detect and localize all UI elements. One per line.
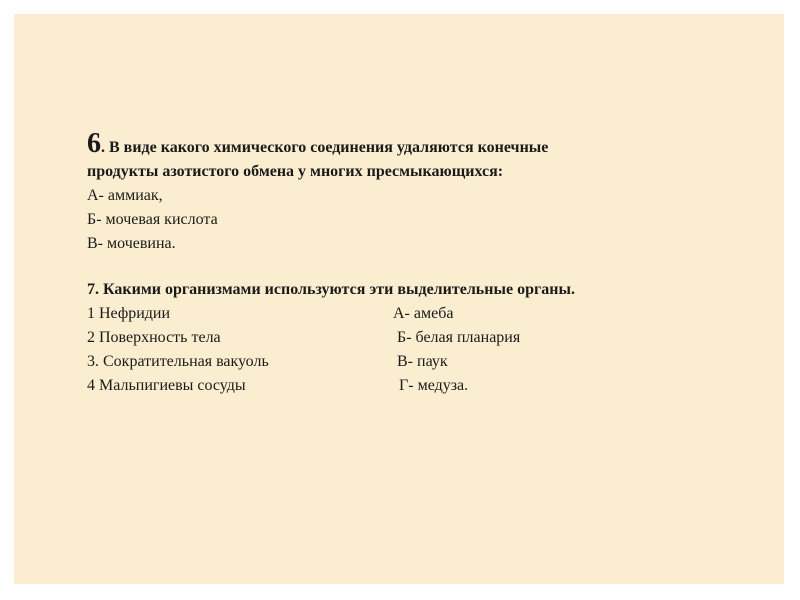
question-7-organ-4: 4 Мальпигиевы сосуды [87, 377, 246, 394]
question-7-organism-d: Г- медуза. [399, 377, 469, 394]
spacer [87, 256, 747, 278]
question-6-option-a: А- аммиак, [87, 187, 163, 204]
question-7-heading: 7. Какими организмами используются эти выделительные органы. [87, 281, 575, 298]
question-7-organ-1: 1 Нефридии [87, 305, 171, 322]
question-6-heading-line2: продукты азотистого обмена у многих пресмыкающихся: [87, 163, 504, 180]
question-7-row-2 [87, 326, 747, 350]
question-6-heading [87, 128, 747, 160]
slide-background [14, 14, 784, 584]
slide-content [87, 128, 747, 398]
question-7-organism-c: В- паук [397, 353, 448, 370]
question-7-organism-b: Б- белая планария [397, 329, 521, 346]
question-7-organ-2: 2 Поверхность тела [87, 329, 221, 346]
question-7-organ-3: 3. Сократительная вакуоль [87, 353, 269, 370]
question-7-row-3 [87, 350, 747, 374]
question-6-heading-line1: . В виде какого химического соединения удаляются конечные [101, 139, 549, 156]
question-6-option-b: Б- мочевая кислота [87, 211, 218, 228]
question-7-row-4 [87, 374, 747, 398]
question-6-number: 6 [87, 128, 101, 159]
question-7-row-1 [87, 302, 747, 326]
question-6-option-c: В- мочевина. [87, 235, 176, 252]
question-7-organism-a: А- амеба [393, 305, 454, 322]
